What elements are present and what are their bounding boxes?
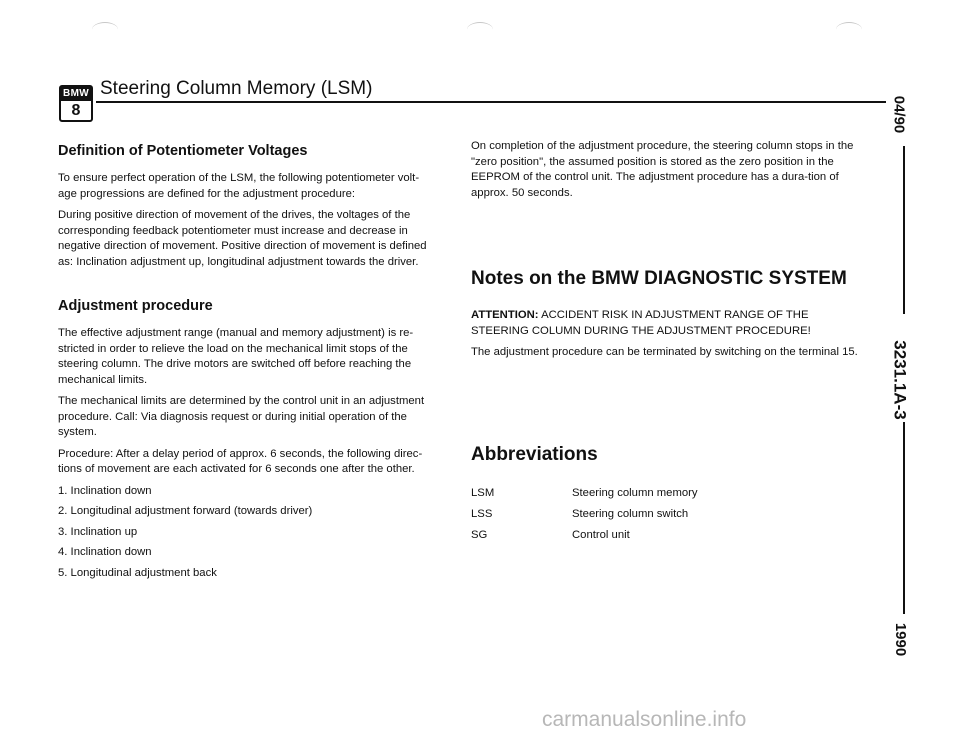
logo-group-number: 8 [71,102,81,119]
sidebar-year: 1990 [892,622,910,657]
punch-mark-right [836,22,862,37]
list-item: 2. Longitudinal adjustment forward (towards driver) [58,505,313,517]
paragraph: The adjustment procedure can be terminated by switching on the terminal 15. [471,346,858,358]
attention-label: ATTENTION: [471,309,539,321]
paragraph: To ensure perfect operation of the LSM, the following potentiometer volt-age progressions are defined for the adjustment procedure: [58,172,420,200]
section-heading-abbreviations: Abbreviations [471,444,598,465]
paragraph: The mechanical limits are determined by the control unit in an adjustment procedure. Call: Via diagnosis request or during initial operation of the system. [58,395,425,438]
section-heading-notes: Notes on the BMW DIAGNOSTIC SYSTEM [471,268,847,289]
right-column-notes [471,268,863,361]
page-title: Steering Column Memory (LSM) [100,78,373,99]
sidebar-document-code: 3231.1A-3 [890,340,910,420]
abbr-value: Steering column memory [572,487,698,499]
paragraph: Procedure: After a delay period of approx. 6 seconds, the following direc-tions of movement are each activated for 6 seconds one after the other. [58,447,423,475]
right-column-completion [471,139,863,201]
punch-mark-center [467,22,493,37]
abbr-key: SG [471,529,488,541]
sidebar-rule [903,146,905,314]
logo-brand: BMW [61,87,91,101]
paragraph: On completion of the adjustment procedure, the steering column stops in the "zero position", the assumed position is stored as the zero position in the EEPROM of the control unit. The adjustment procedure has a dura-tion of approx. 50 seconds. [471,140,854,199]
right-column-abbr-heading [471,444,863,466]
paragraph: During positive direction of movement of the drives, the voltages of the corresponding feedback potentiometer must increase and decrease in negative direction of movement. Positive direction of movement is defined as: Inclination adjustment up, longitudinal adjustment towards the driver. [58,209,427,268]
list-item: 1. Inclination down [58,484,152,497]
left-column-adjustment [58,298,430,581]
abbr-value: Steering column switch [572,508,689,520]
abbr-key: LSS [471,508,493,520]
list-item: 3. Inclination up [58,525,138,538]
watermark: carmanualsonline.info [542,708,747,731]
list-item: 5. Longitudinal adjustment back [58,566,217,579]
sidebar-date: 04/90 [890,95,908,134]
procedure-steps-list [58,484,430,582]
attention-paragraph [471,308,863,339]
header-divider [96,101,886,103]
section-heading-adjustment: Adjustment procedure [58,298,213,314]
abbr-value: Control unit [572,529,630,541]
abbr-key: LSM [471,487,495,499]
left-column [58,143,430,270]
list-item: 4. Inclination down [58,546,152,558]
attention-text: ACCIDENT RISK IN ADJUSTMENT RANGE OF THE STEERING COLUMN DURING THE ADJUSTMENT PROCEDURE! [471,309,811,337]
bmw-group-logo [59,85,93,122]
section-heading-potentiometer: Definition of Potentiometer Voltages [58,143,308,159]
sidebar-rule [903,422,905,614]
punch-mark-left [92,22,118,37]
paragraph: The effective adjustment range (manual and memory adjustment) is re-stricted in order to relieve the load on the mechanical limit stops of the steering column. The drive motors are switched off before reaching the mechanical limits. [58,327,414,386]
